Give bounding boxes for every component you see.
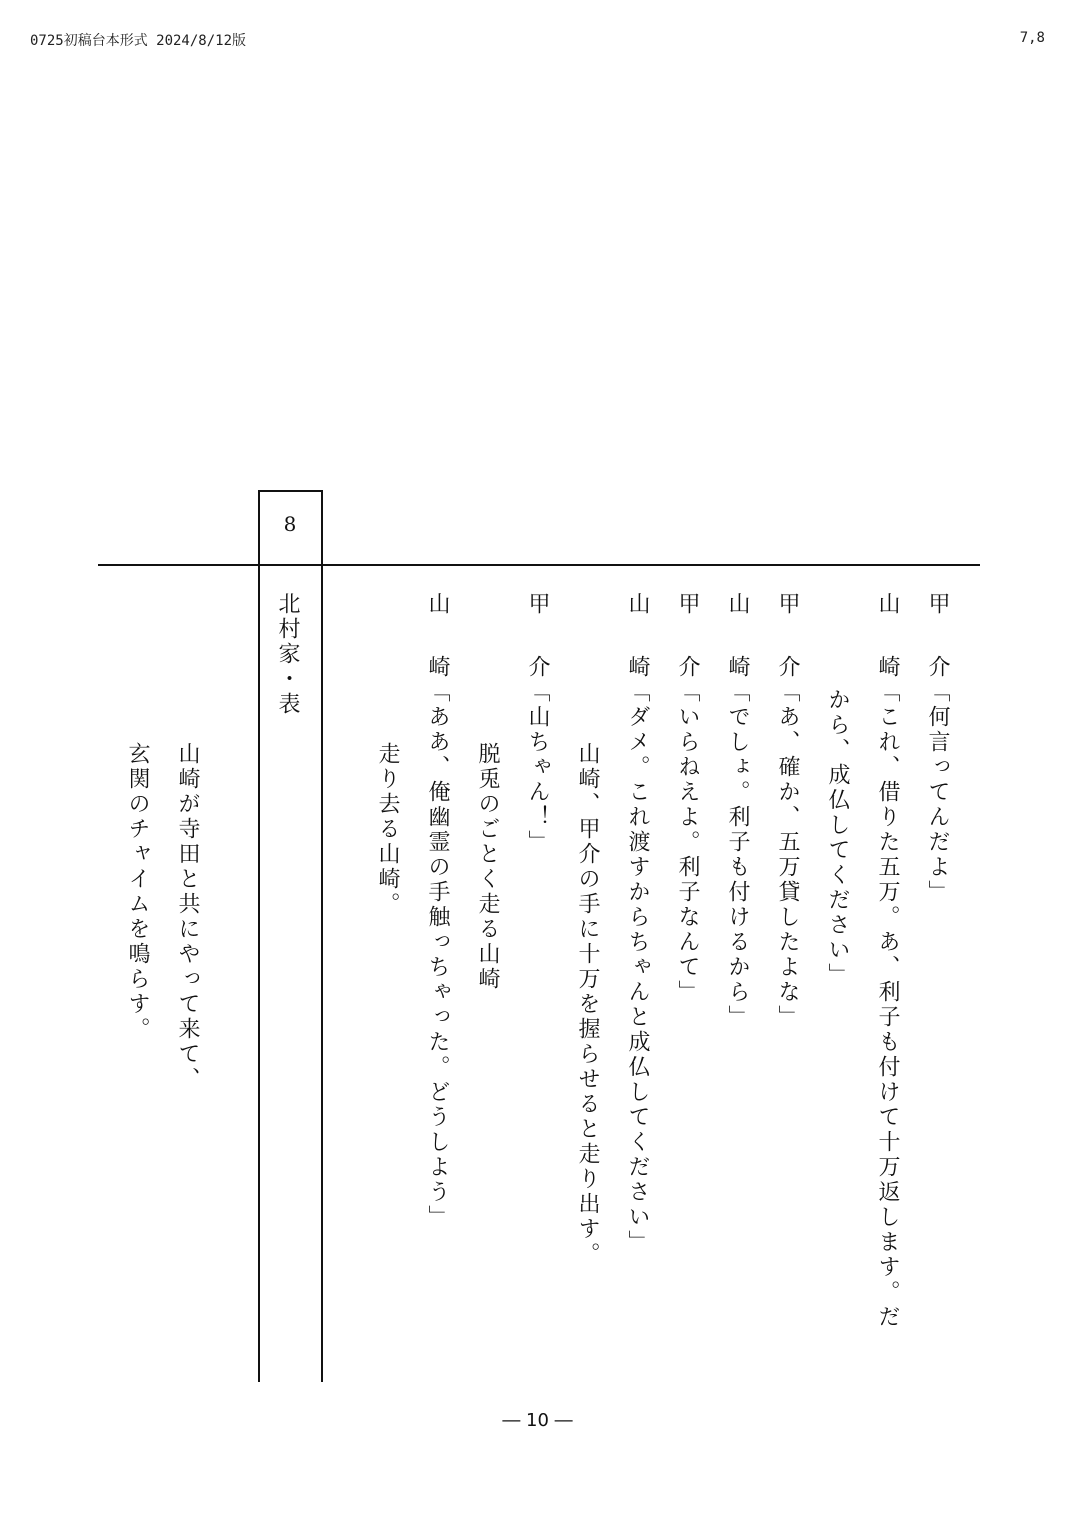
dialogue-text: 「これ、借りた五万。あ、利子も付けて十万返します。だ xyxy=(875,680,900,1330)
dialogue-text: 「ダメ。これ渡すからちゃんと成仏してください」 xyxy=(625,680,650,1255)
scene-location: 北村家・表 xyxy=(275,592,300,717)
script-line xyxy=(676,592,698,1005)
speaker-name: 山崎 xyxy=(625,592,650,680)
speaker-name: 甲介 xyxy=(775,592,800,680)
speaker-name: 山崎 xyxy=(875,592,900,680)
dialogue-text: 「何言ってんだよ」 xyxy=(925,680,950,905)
speaker-name: 山崎 xyxy=(425,592,450,680)
scene-box-top-border xyxy=(258,490,322,492)
dialogue-text: から、成仏してください」 xyxy=(825,688,850,988)
script-line xyxy=(776,592,798,1030)
scene-divider-line xyxy=(98,564,980,566)
script-line xyxy=(726,592,748,1030)
scene-column-left-border xyxy=(258,490,260,1382)
speaker-name: 甲介 xyxy=(925,592,950,680)
script-line-continuation xyxy=(826,688,848,988)
stage-direction xyxy=(476,742,498,992)
direction-text: 玄関のチャイムを鳴らす。 xyxy=(125,742,150,1042)
script-line xyxy=(876,592,898,1330)
direction-text: 脱兎のごとく走る山崎 xyxy=(475,742,500,992)
speaker-name: 甲介 xyxy=(525,592,550,680)
scene-column-right-border xyxy=(321,490,323,1382)
dialogue-text: 「いらねえよ。利子なんて」 xyxy=(675,680,700,1005)
dialogue-text: 「山ちゃん！」 xyxy=(525,680,550,855)
stage-direction xyxy=(376,742,398,917)
script-line xyxy=(526,592,548,855)
scene-number: 8 xyxy=(283,512,297,536)
speaker-name: 甲介 xyxy=(675,592,700,680)
script-line xyxy=(926,592,948,905)
direction-text: 山崎が寺田と共にやって来て、 xyxy=(175,742,200,1092)
stage-direction xyxy=(576,742,598,1267)
direction-text: 走り去る山崎。 xyxy=(375,742,400,917)
page-number: ― 10 ― xyxy=(502,1410,573,1431)
direction-text: 山崎、甲介の手に十万を握らせると走り出す。 xyxy=(575,742,600,1267)
dialogue-text: 「でしょ。利子も付けるから」 xyxy=(725,680,750,1030)
script-line xyxy=(626,592,648,1255)
dialogue-text: 「ああ、俺幽霊の手触っちゃった。どうしよう」 xyxy=(425,680,450,1230)
stage-direction xyxy=(126,742,148,1042)
speaker-name: 山崎 xyxy=(725,592,750,680)
stage-direction xyxy=(176,742,198,1092)
document-header-title: 0725初稿台本形式 2024/8/12版 xyxy=(30,33,247,49)
script-line xyxy=(426,592,448,1230)
dialogue-text: 「あ、確か、五万貸したよな」 xyxy=(775,680,800,1030)
document-header-pages: 7,8 xyxy=(1019,30,1045,46)
